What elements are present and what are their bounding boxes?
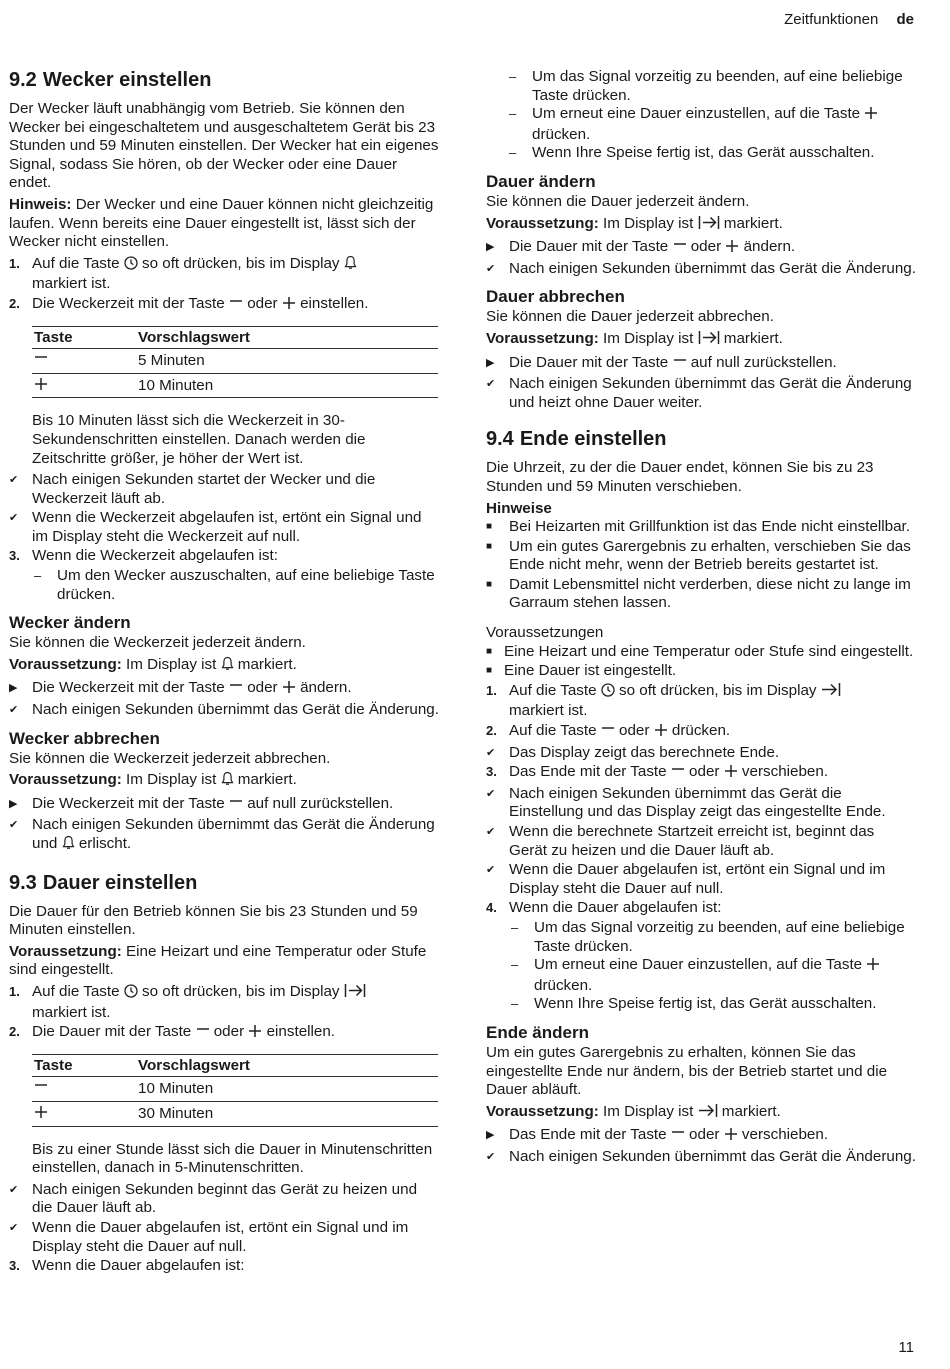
body-text: Sie können die Weckerzeit jederzeit abbrechen. <box>9 749 331 767</box>
arrow-icon: ▶ <box>486 241 495 254</box>
plus-icon <box>282 296 296 316</box>
prerequisite-item: ■ Eine Dauer ist eingestellt. <box>486 662 677 680</box>
plus-icon <box>34 377 48 397</box>
check-icon: ✔ <box>9 512 19 525</box>
check-icon: ✔ <box>486 826 496 838</box>
bell-icon <box>221 771 234 792</box>
list-marker: 3. <box>9 1258 20 1274</box>
result-item: ✔ Wenn die Weckerzeit abgelaufen ist, ertönt ein Signal und im Display steht die Weckerzeit auf null. <box>9 509 422 545</box>
prerequisite: Voraussetzung: Im Display ist markiert. <box>486 1103 916 1124</box>
end-icon <box>821 682 841 703</box>
body-text: Sie können die Weckerzeit jederzeit ändern. <box>9 634 306 652</box>
minus-icon <box>671 1127 685 1147</box>
list-marker: ■ <box>486 665 493 677</box>
prerequisite: Voraussetzung: Im Display ist markiert. <box>486 330 916 351</box>
intro-text: Die Dauer für den Betrieb können Sie bis 23 Stunden und 59 Minuten einstellen. <box>9 902 418 939</box>
body-text: Sie können die Dauer jederzeit abbrechen. <box>486 308 774 326</box>
plus-icon <box>864 106 878 126</box>
check-icon: ✔ <box>9 1183 19 1196</box>
page-header <box>784 11 914 30</box>
list-marker: – <box>509 106 517 122</box>
list-marker: – <box>509 69 517 84</box>
table-note: Bis 10 Minuten lässt sich die Weckerzeit in 30-Sekundenschritten einstellen. Danach werden die Zeitschritte größer, je höher der Wert ist. <box>32 412 366 467</box>
list-marker: – <box>511 957 519 973</box>
bell-icon <box>62 835 75 856</box>
list-marker: ■ <box>486 578 493 590</box>
minus-icon <box>34 352 48 372</box>
result-item: ✔ Wenn die berechnete Startzeit erreicht ist, beginnt das Gerät zu heizen und die Dauer läuft ab. <box>486 823 875 859</box>
notes-title: Hinweise <box>486 499 552 517</box>
subheading-wecker-aendern: Wecker ändern <box>9 613 131 633</box>
body-text: Um ein gutes Garergebnis zu erhalten, können Sie das eingestellte Ende nur ändern, bis der Betrieb startet und die Dauer abläuft. <box>486 1043 888 1099</box>
check-icon: ✔ <box>486 1150 496 1163</box>
section-heading-9-2: 9.2 Wecker einstellen <box>9 69 212 91</box>
duration-icon <box>344 983 366 1004</box>
minus-icon <box>229 680 243 700</box>
suggestion-table: Taste Vorschlagswert 5 Minuten 10 Minuten <box>32 326 438 399</box>
list-marker: ■ <box>486 521 493 533</box>
left-column <box>9 68 439 1277</box>
clock-icon <box>601 683 615 703</box>
duration-icon <box>698 215 720 236</box>
check-icon: ✔ <box>486 787 496 800</box>
check-icon: ✔ <box>9 704 19 717</box>
check-icon: ✔ <box>486 262 496 275</box>
prerequisite: Voraussetzung: Im Display ist markiert. <box>9 656 439 677</box>
minus-icon <box>601 723 615 743</box>
list-marker: – <box>511 919 519 935</box>
table-note: Bis zu einer Stunde lässt sich die Dauer in Minutenschritten einstellen, danach in 5-Minutenschritten. <box>32 1140 433 1177</box>
list-marker: – <box>509 145 517 161</box>
subheading-dauer-aendern: Dauer ändern <box>486 171 596 191</box>
section-name: Zeitfunktionen <box>784 11 879 28</box>
prerequisite: Voraussetzung: Im Display ist markiert. <box>486 215 916 236</box>
note-item: ■ Bei Heizarten mit Grillfunktion ist das Ende nicht einstellbar. <box>486 518 910 536</box>
check-icon: ✔ <box>486 378 496 391</box>
result-item: ✔ Nach einigen Sekunden übernimmt das Gerät die Änderung. <box>9 701 439 719</box>
result-item: ✔ Nach einigen Sekunden übernimmt das Gerät die Änderung. <box>486 259 916 277</box>
result-item: ✔ Das Display zeigt das berechnete Ende. <box>486 743 780 761</box>
note: Hinweis: Der Wecker und eine Dauer können nicht gleichzeitig laufen. Wenn bereits eine Dauer eingestellt ist, lässt sich der Wecker nicht einstellen. <box>9 195 434 251</box>
step-2: 2. Die Weckerzeit mit der Taste oder einstellen. <box>9 295 439 316</box>
minus-icon <box>673 355 687 375</box>
plus-icon <box>866 957 880 977</box>
section-heading-9-3: 9.3 Dauer einstellen <box>9 871 198 894</box>
sub-item: – Um das Signal vorzeitig zu beenden, auf eine beliebige Taste drücken. <box>511 918 905 955</box>
list-marker: 2. <box>486 723 497 739</box>
step-1: 1. Auf die Taste so oft drücken, bis im Display markiert ist. <box>9 255 439 294</box>
list-marker: 3. <box>9 548 20 564</box>
sub-item: – Wenn Ihre Speise fertig ist, das Gerät ausschalten. <box>509 144 875 162</box>
step-4: 4. Wenn die Dauer abgelaufen ist: <box>486 899 722 917</box>
action-item: ▶ Die Dauer mit der Taste auf null zurückstellen. <box>486 354 916 375</box>
plus-icon <box>724 1127 738 1147</box>
list-marker: – <box>511 996 519 1012</box>
duration-icon <box>698 330 720 351</box>
suggestion-table: Taste Vorschlagswert 10 Minuten 30 Minuten <box>32 1054 438 1127</box>
right-column <box>486 68 916 1168</box>
result-item: ✔ Nach einigen Sekunden übernimmt das Gerät die Einstellung und das Display zeigt das eingestellte Ende. <box>486 784 886 821</box>
result-item: ✔ Wenn die Dauer abgelaufen ist, ertönt ein Signal und im Display steht die Dauer auf null. <box>486 861 886 897</box>
result-item: ✔ Nach einigen Sekunden übernimmt das Gerät die Änderung und heizt ohne Dauer weiter. <box>486 375 912 411</box>
list-marker: 1. <box>486 682 497 698</box>
note-item: ■ Um ein gutes Garergebnis zu erhalten, verschieben Sie das Ende nicht mehr, wenn der Betrieb bereits gestartet ist. <box>486 537 911 574</box>
list-marker: 1. <box>9 983 20 999</box>
plus-icon <box>34 1105 48 1125</box>
list-marker: 1. <box>9 255 20 271</box>
plus-icon <box>282 680 296 700</box>
subheading-wecker-abbrechen: Wecker abbrechen <box>9 728 160 748</box>
minus-icon <box>196 1024 210 1044</box>
plus-icon <box>248 1024 262 1044</box>
list-marker: 4. <box>486 900 497 916</box>
clock-icon <box>124 984 138 1004</box>
sub-item: – Um erneut eine Dauer einzustellen, auf die Taste drücken. <box>511 956 916 995</box>
arrow-icon: ▶ <box>486 356 495 369</box>
check-icon: ✔ <box>486 746 496 759</box>
minus-icon <box>229 296 243 316</box>
step-2: 2. Die Dauer mit der Taste oder einstellen. <box>9 1023 439 1044</box>
step-2: 2. Auf die Taste oder drücken. <box>486 722 916 743</box>
result-item: ✔ Nach einigen Sekunden beginnt das Gerät zu heizen und die Dauer läuft ab. <box>9 1180 418 1217</box>
intro-text: Die Uhrzeit, zu der die Dauer endet, können Sie bis zu 23 Stunden und 59 Minuten verschieben. <box>486 459 874 495</box>
plus-icon <box>724 764 738 784</box>
sub-item: – Um erneut eine Dauer einzustellen, auf die Taste drücken. <box>509 105 916 144</box>
sub-item: – Um den Wecker auszuschalten, auf eine beliebige Taste drücken. <box>34 567 435 603</box>
sub-item: – Wenn Ihre Speise fertig ist, das Gerät ausschalten. <box>511 995 877 1013</box>
action-item: ▶ Die Weckerzeit mit der Taste oder ändern. <box>9 679 439 700</box>
note-item: ■ Damit Lebensmittel nicht verderben, diese nicht zu lange im Garraum stehen lassen. <box>486 575 911 612</box>
check-icon: ✔ <box>9 474 19 487</box>
list-marker: 2. <box>9 295 20 311</box>
action-item: ▶ Die Dauer mit der Taste oder ändern. <box>486 238 916 259</box>
page-number: 11 <box>898 1339 914 1356</box>
prerequisite: Voraussetzung: Im Display ist markiert. <box>9 771 439 792</box>
check-icon: ✔ <box>9 1221 19 1234</box>
prerequisite-item: ■ Eine Heizart und eine Temperatur oder Stufe sind eingestellt. <box>486 642 914 660</box>
minus-icon <box>34 1080 48 1100</box>
bell-icon <box>344 255 357 276</box>
sub-item: – Um das Signal vorzeitig zu beenden, auf eine beliebige Taste drücken. <box>509 68 903 104</box>
plus-icon <box>725 239 739 259</box>
language-code: de <box>896 11 914 28</box>
list-marker: 3. <box>486 764 497 780</box>
result-item: ✔ Nach einigen Sekunden startet der Wecker und die Weckerzeit läuft ab. <box>9 471 376 507</box>
body-text: Sie können die Dauer jederzeit ändern. <box>486 192 750 210</box>
result-item: ✔ Nach einigen Sekunden übernimmt das Gerät die Änderung. <box>486 1147 916 1165</box>
intro-text: Der Wecker läuft unabhängig vom Betrieb. Sie können den Wecker bei eingeschaltetem und ausgeschaltetem Gerät bis 23 Stunden und 59 Minuten einstellen. Der Wecker hat ein eigenes Signal, sodass Sie hören, ob der Wecker oder eine Dauer endet. <box>9 100 439 192</box>
arrow-icon: ▶ <box>9 797 18 810</box>
step-1: 1. Auf die Taste so oft drücken, bis im Display markiert ist. <box>486 682 916 721</box>
step-3: 3. Wenn die Dauer abgelaufen ist: <box>9 1257 245 1275</box>
list-marker: ■ <box>486 540 493 552</box>
check-icon: ✔ <box>9 819 19 832</box>
result-item: ✔ Wenn die Dauer abgelaufen ist, ertönt ein Signal und im Display steht die Dauer auf null. <box>9 1218 409 1255</box>
action-item: ▶ Das Ende mit der Taste oder verschieben. <box>486 1126 916 1147</box>
step-3: 3. Wenn die Weckerzeit abgelaufen ist: <box>9 547 278 565</box>
minus-icon <box>673 239 687 259</box>
clock-icon <box>124 256 138 276</box>
result-item: ✔ Nach einigen Sekunden übernimmt das Gerät die Änderung und erlischt. <box>9 816 439 855</box>
arrow-icon: ▶ <box>486 1129 495 1142</box>
prerequisite: Voraussetzung: Eine Heizart und eine Temperatur oder Stufe sind eingestellt. <box>9 942 427 979</box>
minus-icon <box>671 764 685 784</box>
subheading-ende-aendern: Ende ändern <box>486 1022 589 1042</box>
list-marker: – <box>34 568 42 584</box>
prerequisites-title: Voraussetzungen <box>486 624 604 642</box>
section-heading-9-4: 9.4 Ende einstellen <box>486 428 667 451</box>
plus-icon <box>654 723 668 743</box>
end-icon <box>698 1103 718 1124</box>
subheading-dauer-abbrechen: Dauer abbrechen <box>486 287 625 307</box>
action-item: ▶ Die Weckerzeit mit der Taste auf null zurückstellen. <box>9 795 439 816</box>
arrow-icon: ▶ <box>9 682 18 695</box>
check-icon: ✔ <box>486 864 496 877</box>
step-3: 3. Das Ende mit der Taste oder verschieben. <box>486 763 916 784</box>
list-marker: ■ <box>486 645 493 657</box>
bell-icon <box>221 656 234 677</box>
minus-icon <box>229 796 243 816</box>
step-1: 1. Auf die Taste so oft drücken, bis im Display markiert ist. <box>9 983 439 1022</box>
list-marker: 2. <box>9 1024 20 1040</box>
